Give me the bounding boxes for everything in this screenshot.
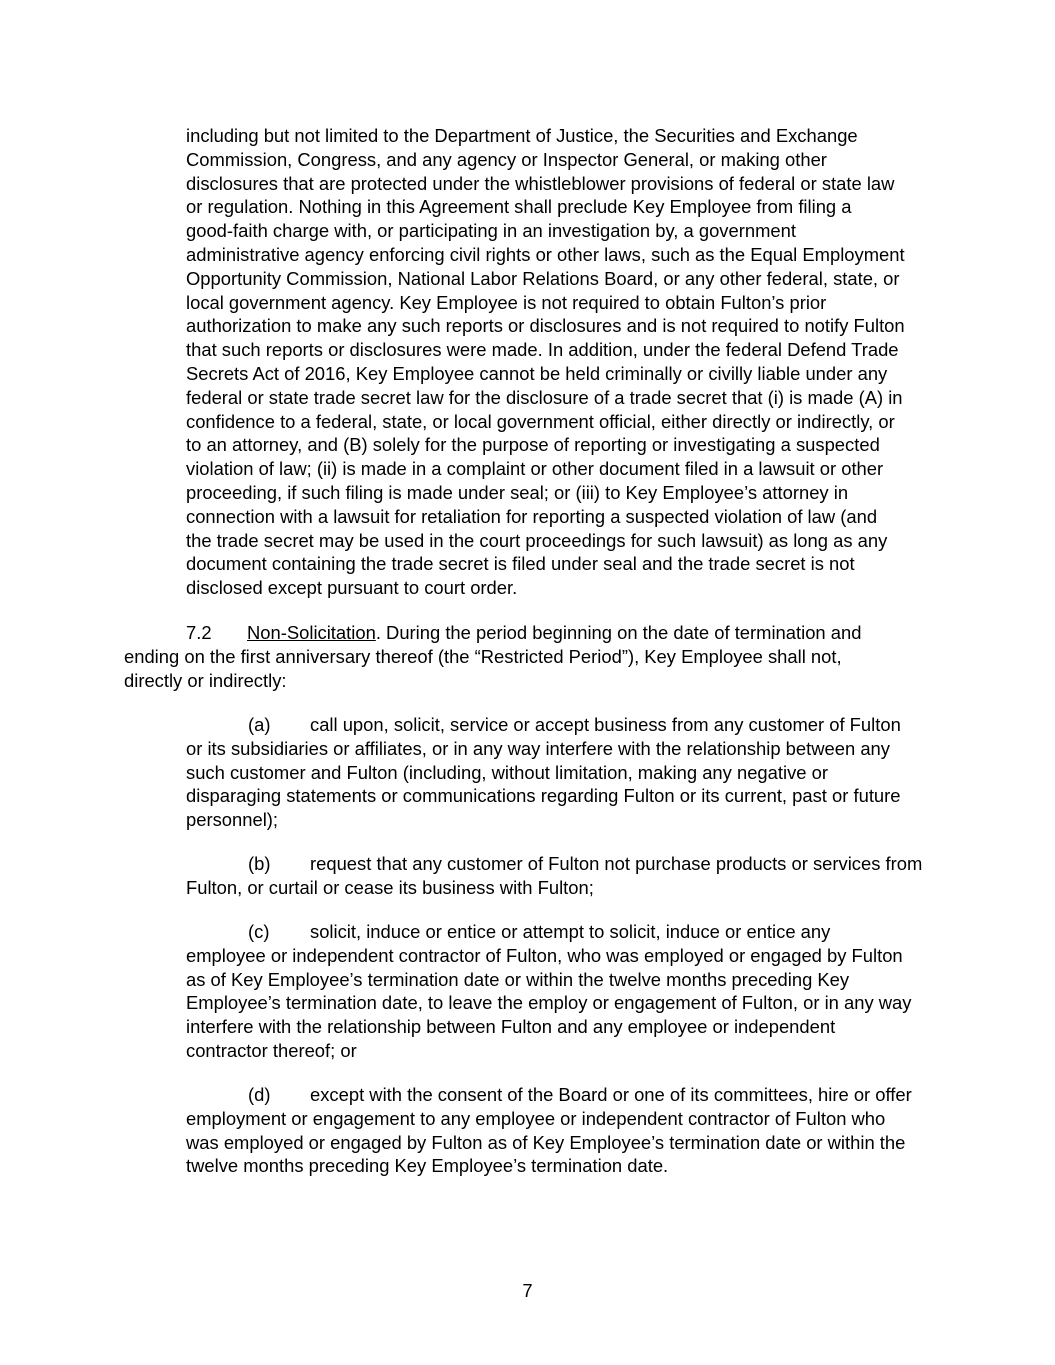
clause-c: [186, 920, 911, 1063]
text-line: authorization to make any such reports or disclosures and is not required to notify Fulton: [186, 315, 905, 337]
clause-label: (b): [248, 853, 271, 874]
clause-first-line: [186, 1083, 912, 1107]
text-line: or its subsidiaries or affiliates, or in any way interfere with the relationship between any: [186, 737, 890, 759]
clause-a: [186, 713, 901, 832]
text-line: local government agency. Key Employee is not required to obtain Fulton’s prior: [186, 291, 827, 313]
text-line: disclosures that are protected under the whistleblower provisions of federal or state law: [186, 172, 895, 194]
text-line: as of Key Employee’s termination date or within the twelve months preceding Key: [186, 968, 850, 990]
text-line: violation of law; (ii) is made in a complaint or other document filed in a lawsuit or other: [186, 458, 884, 480]
page-number: 7: [522, 1280, 533, 1301]
clause-label: (c): [248, 921, 270, 942]
text-line: personnel);: [186, 809, 279, 831]
text-line: disparaging statements or communications regarding Fulton or its current, past or future: [186, 785, 901, 807]
clause-label: (a): [248, 714, 271, 735]
text-line: including but not limited to the Department of Justice, the Securities and Exchange: [186, 125, 858, 146]
section-7-2-paragraph: [124, 621, 861, 692]
clause-d: [186, 1083, 912, 1178]
text-line: or regulation. Nothing in this Agreement shall preclude Key Employee from filing a: [186, 196, 852, 218]
text-line: Employee’s termination date, to leave the employ or engagement of Fulton, or in any way: [186, 992, 912, 1014]
text-line: ending on the first anniversary thereof (the “Restricted Period”), Key Employee shall not,: [124, 645, 842, 667]
text-line: employee or independent contractor of Fulton, who was employed or engaged by Fulton: [186, 944, 903, 966]
section-title: Non-Solicitation: [247, 622, 376, 643]
clause-first-line: [186, 920, 911, 944]
text-line: Commission, Congress, and any agency or Inspector General, or making other: [186, 148, 827, 170]
section-number: 7.2: [186, 622, 212, 643]
text-line: that such reports or disclosures were made. In addition, under the federal Defend Trade: [186, 339, 899, 361]
text-line: connection with a lawsuit for retaliation for reporting a suspected violation of law (and: [186, 505, 878, 527]
text-line: the trade secret may be used in the court proceedings for such lawsuit) as long as any: [186, 529, 888, 551]
clause-b: [186, 852, 922, 900]
section-heading-line: [124, 621, 861, 645]
clause-first-line: [186, 852, 922, 876]
text-line: Fulton, or curtail or cease its business with Fulton;: [186, 876, 594, 898]
clause-first-line: [186, 713, 901, 737]
text-line: such customer and Fulton (including, without limitation, making any negative or: [186, 761, 828, 783]
text-line: proceeding, if such filing is made under seal; or (iii) to Key Employee’s attorney in: [186, 481, 849, 503]
text-line: Opportunity Commission, National Labor Relations Board, or any other federal, state, or: [186, 267, 900, 289]
text-line: directly or indirectly:: [124, 669, 287, 691]
text-line: federal or state trade secret law for the disclosure of a trade secret that (i) is made (A) in: [186, 386, 903, 408]
text-line: Secrets Act of 2016, Key Employee cannot be held criminally or civilly liable under any: [186, 362, 888, 384]
clause-text: call upon, solicit, service or accept business from any customer of Fulton: [310, 714, 901, 735]
clause-label: (d): [248, 1084, 271, 1105]
clause-text: solicit, induce or entice or attempt to solicit, induce or entice any: [310, 921, 831, 942]
clause-text: except with the consent of the Board or one of its committees, hire or offer: [310, 1084, 912, 1105]
text-line: to an attorney, and (B) solely for the purpose of reporting or investigating a suspected: [186, 434, 880, 456]
text-line: contractor thereof; or: [186, 1039, 357, 1061]
section-intro-text: . During the period beginning on the date of termination and: [375, 622, 862, 643]
text-line: document containing the trade secret is filed under seal and the trade secret is not: [186, 553, 855, 575]
text-line: employment or engagement to any employee or independent contractor of Fulton who: [186, 1107, 886, 1129]
clause-text: request that any customer of Fulton not purchase products or services from: [310, 853, 923, 874]
whistleblower-paragraph: [186, 124, 905, 600]
text-line: was employed or engaged by Fulton as of Key Employee’s termination date or within the: [186, 1131, 906, 1153]
text-line: confidence to a federal, state, or local government official, either directly or indirectly, or: [186, 410, 895, 432]
text-line: disclosed except pursuant to court order.: [186, 577, 518, 599]
text-line: interfere with the relationship between Fulton and any employee or independent: [186, 1016, 836, 1038]
text-line: twelve months preceding Key Employee’s termination date.: [186, 1155, 669, 1177]
text-line: administrative agency enforcing civil rights or other laws, such as the Equal Employment: [186, 243, 905, 265]
text-line: good-faith charge with, or participating in an investigation by, a government: [186, 220, 796, 242]
